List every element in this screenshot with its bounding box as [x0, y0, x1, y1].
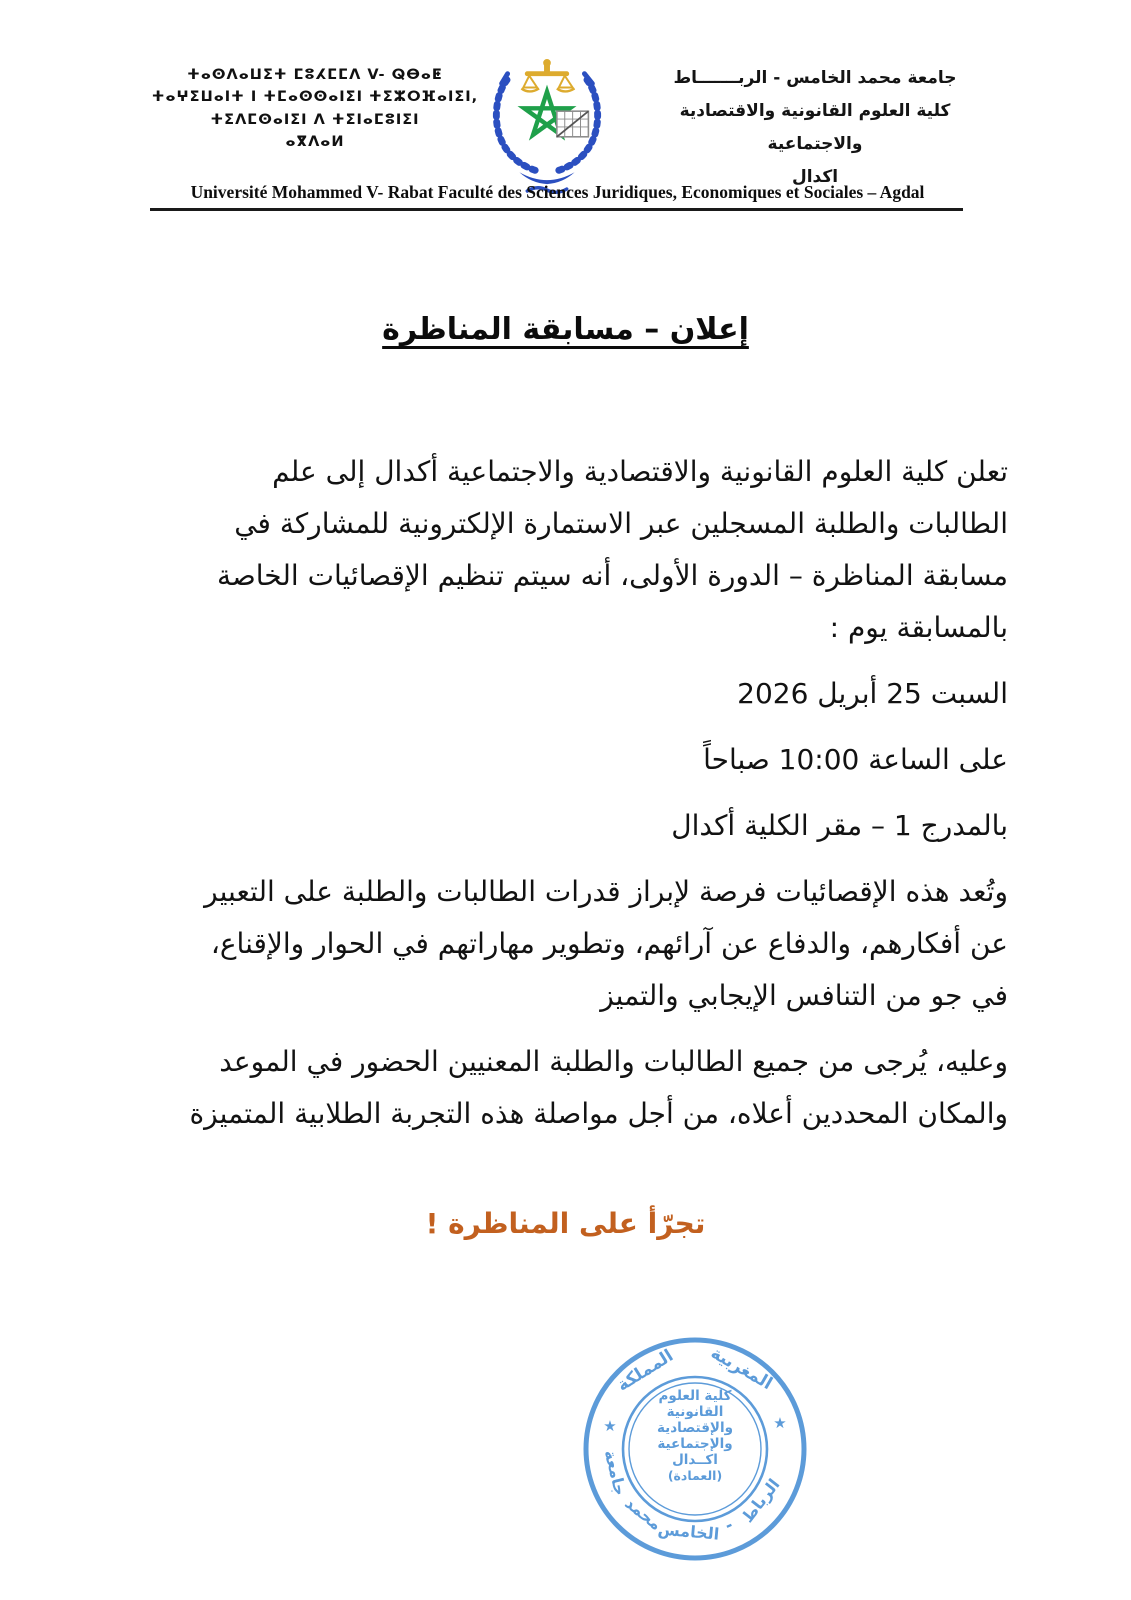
event-time	[123, 734, 1008, 786]
stamp-center-line: والإقتصادية	[657, 1420, 733, 1436]
arabic-brand-line: جامعة محمد الخامس - الربـــــــاط	[673, 68, 957, 88]
page-title: إعلان – مسابقة المناظرة	[382, 312, 749, 347]
time-line: على الساعة 10:00 صباحاً	[703, 743, 1008, 776]
stamp-center-line: كلية العلوم	[658, 1388, 732, 1404]
tifinagh-line: ⵜⵉⴷⵎⵙⴰⵏⵉⵏ ⴷ ⵜⵉⵏⴰⵎⵓⵏⵉⵏ	[210, 111, 420, 128]
stamp-top-arc-word: المملكة	[613, 1345, 677, 1396]
body-line: بالمسابقة يوم :	[829, 611, 1008, 644]
body-line: تعلن كلية العلوم القانونية والاقتصادية والاجتماعية أكدال إلى علم	[272, 455, 1008, 488]
grid-panel-icon	[557, 111, 589, 137]
arabic-institution-name	[640, 62, 990, 195]
stamp-center-line: والإجتماعية	[657, 1436, 733, 1452]
stamp-star-left-icon: ★	[603, 1417, 617, 1435]
date-line: السبت 25 أبريل 2026	[737, 677, 1008, 710]
stamp-center-line: اكــدال	[672, 1452, 718, 1468]
tifinagh-line: ⵜⴰⵖⵉⵡⴰⵏⵜ ⵏ ⵜⵎⴰⵙⵙⴰⵏⵉⵏ ⵜⵉⵣⵔⴼⴰⵏⵉⵏ,	[151, 89, 479, 106]
stamp-star-right-icon: ★	[773, 1414, 787, 1432]
announcement-body	[123, 446, 1008, 1154]
stamp-bottom-arc-word: الخامس	[656, 1519, 720, 1544]
place-line: بالمدرج 1 – مقر الكلية أكدال	[671, 809, 1008, 842]
french-institution-name: Université Mohammed V- Rabat Faculté des Sciences Juridiques, Economiques et Sociales – Agdal	[190, 182, 925, 202]
university-logo	[478, 50, 616, 188]
stamp-center-line: القانونية	[666, 1404, 724, 1420]
slogan: تجرّأ على المناظرة !	[425, 1207, 706, 1240]
event-date	[123, 668, 1008, 720]
body-line: وتُعد هذه الإقصائيات فرصة لإبراز قدرات الطالبات والطلبة على التعبير	[204, 875, 1008, 908]
university-logo-icon	[478, 50, 616, 196]
body-line: في جو من التنافس الإيجابي والتميز	[600, 979, 1008, 1012]
stamp-top-arc-word: المغربية	[707, 1343, 776, 1395]
scales-icon	[521, 60, 574, 92]
body-line: وعليه، يُرجى من جميع الطالبات والطلبة المعنيين الحضور في الموعد	[219, 1045, 1008, 1078]
body-line: والمكان المحددين أعلاه، من أجل مواصلة هذه التجربة الطلابية المتميزة	[189, 1097, 1008, 1130]
body-line: الطالبات والطلبة المسجلين عبر الاستمارة الإلكترونية للمشاركة في	[234, 507, 1008, 540]
header-divider	[150, 208, 963, 211]
body-line: عن أفكارهم، والدفاع عن آرائهم، وتطوير مهاراتهم في الحوار والإقناع،	[210, 927, 1008, 960]
body-line: مسابقة المناظرة – الدورة الأولى، أنه سيتم تنظيم الإقصائيات الخاصة	[216, 559, 1008, 592]
stamp-bottom-arc-word: الرباط	[737, 1475, 784, 1527]
stamp-bottom-arc-word: جامعة	[600, 1447, 631, 1498]
stamp-bottom-arc-word: -	[721, 1514, 736, 1536]
stamp-bottom-arc-word: محمد	[621, 1493, 666, 1535]
official-stamp	[580, 1334, 810, 1564]
arabic-brand-line: اكدال	[791, 167, 839, 188]
intro-paragraph	[123, 446, 1008, 654]
tifinagh-institution-name	[150, 64, 480, 154]
tifinagh-line: ⴰⴳⴷⴰⵍ	[285, 134, 345, 151]
event-place	[123, 800, 1008, 852]
stamp-icon	[580, 1334, 810, 1564]
stamp-center-line: (العمادة)	[667, 1468, 723, 1483]
arabic-brand-line: كلية العلوم القانونية والاقتصادية والاجتماعية	[679, 101, 951, 155]
tifinagh-line: ⵜⴰⵙⴷⴰⵡⵉⵜ ⵎⵓⵃⵎⵎⴷ V- ⵕⴱⴰⵟ	[187, 67, 443, 83]
purpose-paragraph	[123, 866, 1008, 1022]
call-to-attend-paragraph	[123, 1036, 1008, 1140]
